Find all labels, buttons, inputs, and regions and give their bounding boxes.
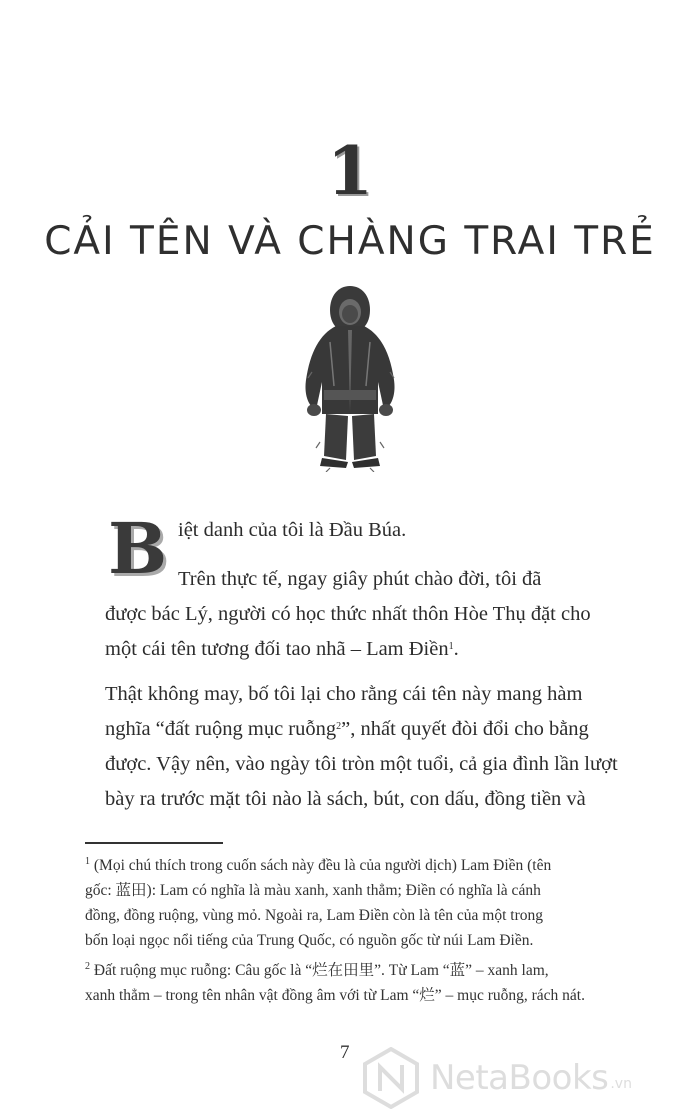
chapter-number: 1 (327, 132, 373, 210)
footnote-2-line-2: xanh thẳm – trong tên nhân vật đồng âm với từ Lam “烂” – mục ruỗng, rách nát. (85, 987, 585, 1004)
footnote-2-text: Đất ruộng mục ruỗng: Câu gốc là “烂在田里”. Từ Lam “蓝” – xanh lam, (90, 962, 549, 979)
watermark-brand: NetaBooks (430, 1058, 609, 1098)
footnote-1-line-3: đồng, đồng ruộng, vùng mỏ. Ngoài ra, Lam Điền còn là tên của một trong (85, 907, 544, 924)
footnote-1-line-1 (85, 855, 625, 877)
body-line-6 (105, 715, 615, 743)
body-line-1: iệt danh của tôi là Đầu Búa. (178, 519, 407, 541)
body-line-2: Trên thực tế, ngay giây phút chào đời, tôi đã (178, 568, 542, 590)
chapter-title: CẢI TÊN VÀ CHÀNG TRAI TRẺ (44, 219, 656, 264)
page-number: 7 (340, 1042, 350, 1063)
body-line-6-end: ”, nhất quyết đòi đổi cho bằng (341, 718, 589, 740)
watermark (362, 1045, 692, 1111)
footnote-1-line-4: bốn loại ngọc nổi tiếng của Trung Quốc, có nguồn gốc từ núi Lam Điền. (85, 932, 534, 949)
body-line-7: được. Vậy nên, vào ngày tôi tròn một tuổi, cả gia đình lần lượt (105, 753, 618, 775)
body-line-5: Thật không may, bố tôi lại cho rằng cái tên này mang hàm (105, 683, 583, 705)
body-line-3: được bác Lý, người có học thức nhất thôn Hòe Thụ đặt cho (105, 603, 591, 625)
hooded-figure-illustration (300, 282, 400, 472)
body-line-4-text: một cái tên tương đối tao nhã – Lam Điền (105, 638, 449, 660)
dropcap-letter: B (108, 507, 168, 590)
footnote-rule (85, 842, 223, 844)
body-line-4 (105, 635, 615, 663)
body-line-8: bày ra trước mặt tôi nào là sách, bút, con dấu, đồng tiền và (105, 788, 586, 810)
body-line-4-end: . (453, 638, 459, 660)
body-line-6-text: nghĩa “đất ruộng mục ruỗng (105, 718, 337, 740)
footnote-ref-2: 2 (336, 721, 342, 732)
footnote-1-text: (Mọi chú thích trong cuốn sách này đều là của người dịch) Lam Điền (tên (90, 857, 552, 874)
footnote-1-line-2: gốc: 蓝田): Lam có nghĩa là màu xanh, xanh thẳm; Điền có nghĩa là cánh (85, 882, 541, 899)
footnote-ref-1: 1 (448, 641, 454, 652)
watermark-suffix: .vn (610, 1076, 632, 1092)
footnote-1-mark: 1 (85, 856, 90, 867)
footnote-2-line-1 (85, 960, 625, 982)
footnote-2-mark: 2 (85, 961, 90, 972)
netabooks-logo-icon (362, 1047, 420, 1109)
